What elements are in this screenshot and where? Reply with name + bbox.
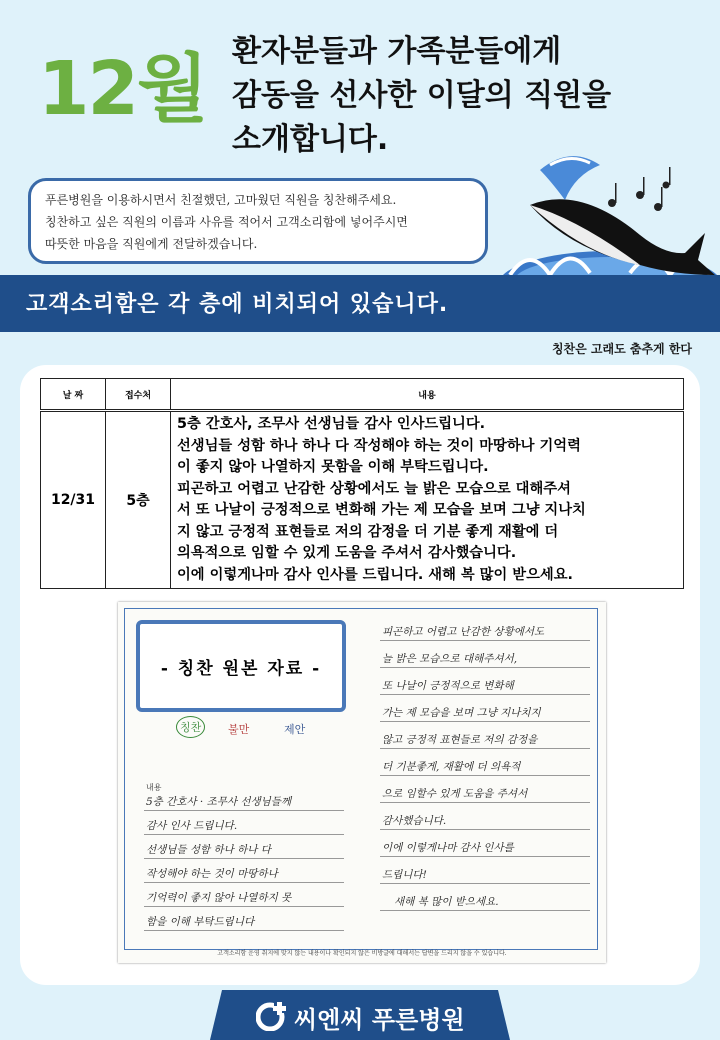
handwritten-line: 기억력이 좋지 않아 나열하지 못 [146,892,292,904]
table-header-row [41,379,684,411]
row-date: 12/31 [41,411,106,589]
banner [0,275,720,332]
row-content [171,411,684,589]
info-line-3: 따뜻한 마음을 직원에게 전달하겠습니다. [45,237,258,251]
handwritten-line: 새해 복 많이 받으세요. [394,896,499,908]
handwritten-line: 드립니다! [382,869,427,881]
row-place: 5층 [106,411,171,589]
info-line-2: 칭찬하고 싶은 직원의 이름과 사유를 적어서 고객소리함에 넣어주시면 [45,215,408,229]
handwritten-line: 감사 인사 드립니다. [146,820,238,832]
option-complaint: 불만 [228,723,250,736]
header-date: 날 짜 [41,379,106,411]
info-line-1: 푸른병원을 이용하시면서 친절했던, 고마웠던 직원을 칭찬해주세요. [45,193,397,207]
content-line: 5층 간호사, 조무사 선생님들 감사 인사드립니다. [177,416,486,432]
handwritten-line: 선생님들 성함 하나 하나 다 [146,844,271,856]
header-place: 접수처 [106,379,171,411]
card-title-box [136,620,346,712]
content-line: 피곤하고 어렵고 난감한 상황에서도 늘 밝은 모습으로 대해주셔 [177,480,571,497]
content-line: 이에 이렇게나마 감사 인사를 드립니다. 새해 복 많이 받으세요. [177,566,573,583]
option-praise: 칭찬 [176,716,205,738]
handwritten-line: 5층 간호사 · 조무사 선생님들께 [146,796,292,808]
motto: 칭찬은 고래도 춤추게 한다 [551,342,692,356]
handwritten-line: 감사했습니다. [382,815,447,827]
handwritten-line: 않고 긍정적 표현들로 저의 감정을 [382,734,538,746]
handwritten-line: 가는 제 모습을 보며 그냥 지나치지 [382,707,541,719]
handwritten-line: 함을 이해 부탁드립니다 [146,916,255,928]
original-card-scan [118,602,606,963]
month-title: 12월 [38,46,207,132]
headline-line-2: 감동을 선사한 이달의 직원을 [232,78,612,113]
info-box [28,178,488,264]
header-content: 내용 [171,379,684,411]
handwritten-line: 피곤하고 어렵고 난감한 상황에서도 [382,626,545,638]
banner-text: 고객소리함은 각 층에 비치되어 있습니다. [26,292,449,317]
hospital-name: 씨엔씨 푸른병원 [294,1006,465,1034]
handwritten-line: 또 나날이 긍정적으로 변화해 [382,680,514,692]
card-footer-note: 고객소리함 운영 취지에 맞지 않는 내용이나 확인되지 않은 비방글에 대해서는 답변을 드리지 않을 수 있습니다. [217,950,507,957]
handwritten-line: 이에 이렇게나마 감사 인사를 [382,842,514,854]
content-line: 지 않고 긍정적 표현들로 저의 감정을 더 기분 좋게 재활에 더 [177,523,559,540]
content-line: 의욕적으로 임할 수 있게 도움을 주셔서 감사했습니다. [177,545,517,561]
content-line: 서 또 나날이 긍정적으로 변화해 가는 제 모습을 보며 그냥 지나치 [177,502,586,518]
content-line: 선생님들 성함 하나 하나 다 작성해야 하는 것이 마땅하나 기억력 [177,437,581,454]
card-content-label: 내용 [146,783,162,792]
content-line: 이 좋지 않아 나열하지 못함을 이해 부탁드립니다. [177,459,489,475]
card-title: - 칭찬 원본 자료 - [160,659,322,679]
handwritten-line: 으로 임할수 있게 도움을 주셔서 [382,788,528,800]
hospital-logo-icon [256,999,288,1031]
headline-line-1: 환자분들과 가족분들에게 [232,34,562,69]
handwritten-line: 늘 밝은 모습으로 대해주셔서, [382,653,518,665]
music-note-icon [608,167,671,211]
handwritten-line: 더 기분좋게, 재활에 더 의욕적 [382,761,521,773]
headline-line-3: 소개합니다. [232,122,389,157]
handwritten-line: 작성해야 하는 것이 마땅하나 [146,868,278,880]
option-suggest: 제안 [284,723,306,736]
praise-table [40,378,684,589]
table-row [41,411,684,589]
